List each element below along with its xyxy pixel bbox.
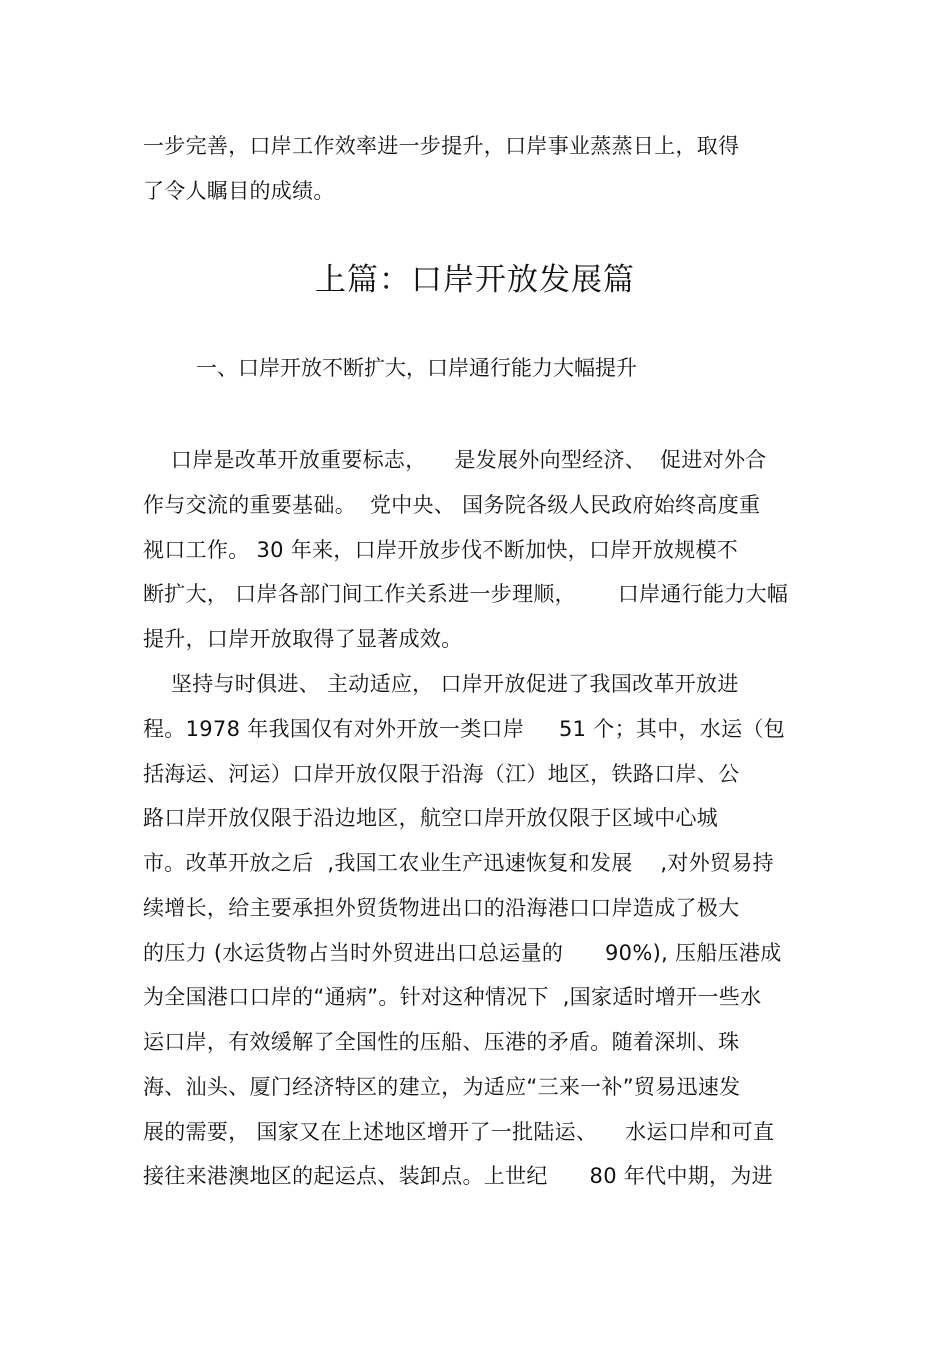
intro-line-2: 了令人瞩目的成绩。 bbox=[143, 179, 335, 203]
paragraph2-line-12: 接往来港澳地区的起运点、装卸点。上世纪 80 年代中期，为进 bbox=[143, 1164, 773, 1188]
paragraph2-line-9: 运口岸，有效缓解了全国性的压船、压港的矛盾。随着深圳、珠 bbox=[143, 1030, 740, 1054]
paragraph2-line-6: 续增长，给主要承担外贸货物进出口的沿海港口口岸造成了极大 bbox=[143, 896, 740, 920]
paragraph1-line-4: 断扩大， 口岸各部门间工作关系进一步理顺， 口岸通行能力大幅 bbox=[143, 582, 789, 606]
paragraph2-line-5: 市。改革开放之后 ,我国工农业生产迅速恢复和发展 ,对外贸易持 bbox=[143, 851, 774, 875]
section-heading: 一、口岸开放不断扩大，口岸通行能力大幅提升 bbox=[196, 356, 637, 380]
paragraph2-line-1: 坚持与时俱进、 主动适应， 口岸开放促进了我国改革开放进 bbox=[143, 672, 739, 696]
paragraph2-line-8: 为全国港口口岸的“通病”。针对这种情况下 ,国家适时增开一些水 bbox=[143, 985, 762, 1009]
intro-line-1: 一步完善，口岸工作效率进一步提升，口岸事业蒸蒸日上，取得 bbox=[143, 134, 740, 158]
paragraph2-line-3: 括海运、河运）口岸开放仅限于沿海（江）地区，铁路口岸、公 bbox=[143, 762, 740, 786]
paragraph1-line-2: 作与交流的重要基础。 党中央、 国务院各级人民政府始终高度重 bbox=[143, 493, 761, 517]
paragraph2-line-10: 海、汕头、厦门经济特区的建立，为适应“三来一补”贸易迅速发 bbox=[143, 1075, 741, 1099]
paragraph1-line-5: 提升，口岸开放取得了显著成效。 bbox=[143, 627, 463, 651]
paragraph2-line-4: 路口岸开放仅限于沿边地区，航空口岸开放仅限于区域中心城 bbox=[143, 806, 719, 830]
paragraph1-line-1: 口岸是改革开放重要标志， 是发展外向型经济、 促进对外合 bbox=[143, 448, 767, 472]
paragraph2-line-11: 展的需要， 国家又在上述地区增开了一批陆运、 水运口岸和可直 bbox=[143, 1120, 775, 1144]
chapter-title: 上篇：口岸开放发展篇 bbox=[315, 262, 635, 298]
paragraph2-line-7: 的压力 (水运货物占当时外贸进出口总运量的 90%), 压船压港成 bbox=[143, 941, 782, 965]
paragraph2-line-2: 程。1978 年我国仅有对外开放一类口岸 51 个；其中，水运（包 bbox=[143, 717, 785, 741]
paragraph1-line-3: 视口工作。 30 年来，口岸开放步伐不断加快，口岸开放规模不 bbox=[143, 538, 739, 562]
